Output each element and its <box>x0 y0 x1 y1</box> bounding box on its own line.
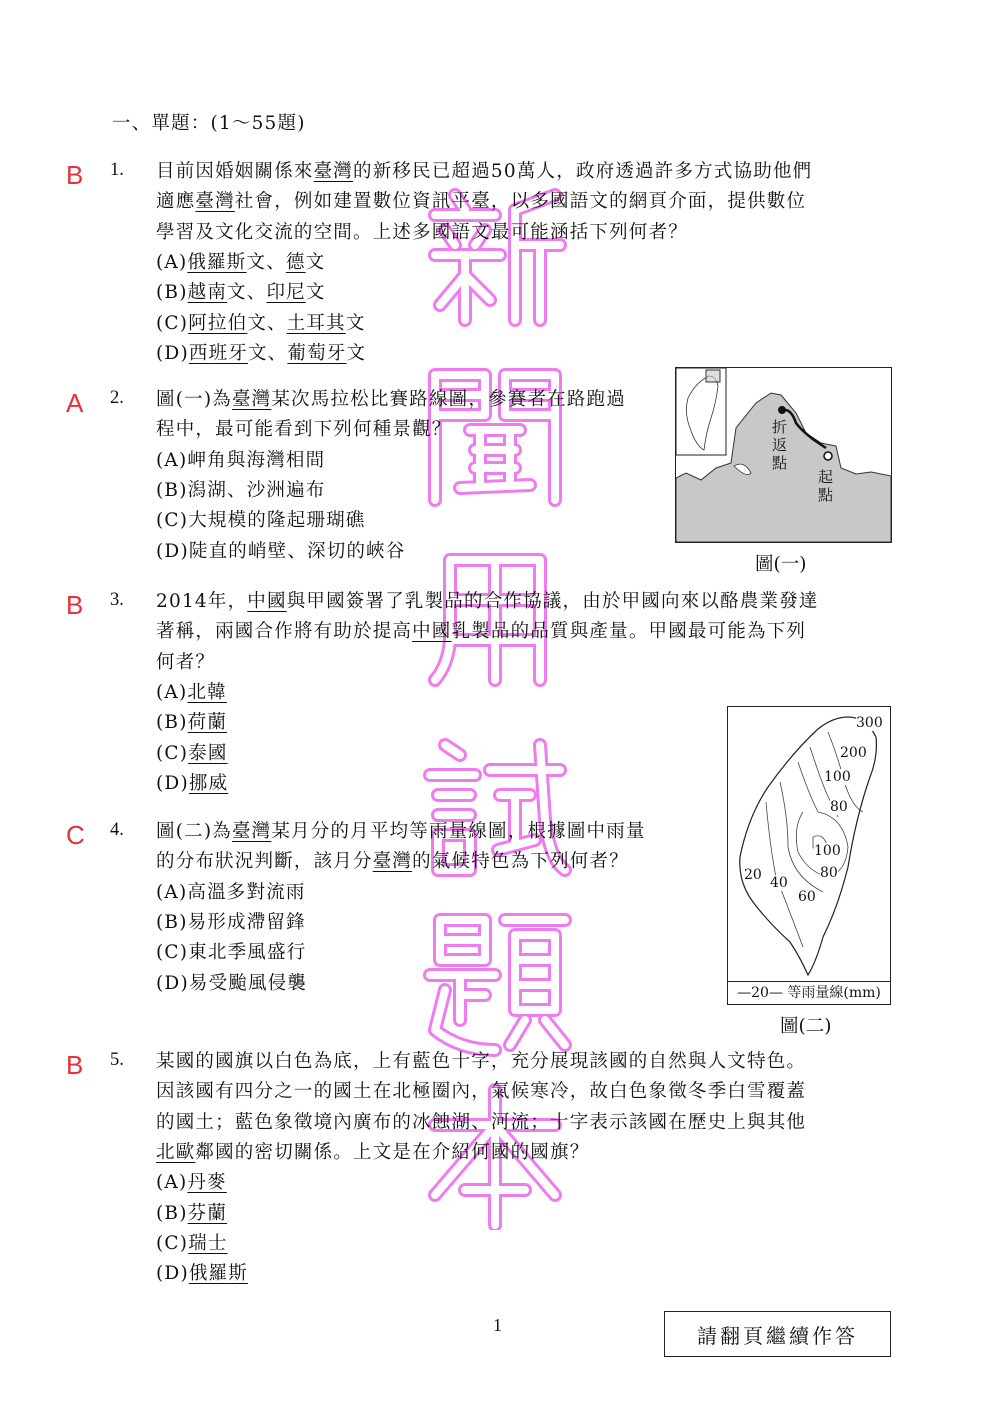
answer-option <box>156 772 228 796</box>
answer-option <box>156 1262 248 1286</box>
answer-option <box>156 251 325 275</box>
answer-mark: C <box>66 820 85 850</box>
text-segment: (A)高溫多對流雨 <box>156 881 306 903</box>
text-segment: 何者？ <box>156 651 216 673</box>
underlined-proper-noun: 臺灣 <box>372 851 413 873</box>
text-segment: (B)易形成滯留鋒 <box>156 911 306 933</box>
turn-point-label: 折返點 <box>772 418 788 472</box>
answer-option <box>156 1202 227 1226</box>
contour-label: 200 <box>840 745 867 761</box>
text-segment: (C)大規模的隆起珊瑚礁 <box>156 510 366 532</box>
text-segment: (B)潟湖、沙洲遍布 <box>156 479 326 501</box>
text-segment: (D)易受颱風侵襲 <box>156 972 308 994</box>
contour-label: 60 <box>798 889 816 905</box>
underlined-proper-noun: 土耳其 <box>286 312 346 334</box>
underlined-proper-noun: 北歐 <box>156 1141 196 1163</box>
question-text-line <box>156 1111 806 1135</box>
text-segment: (D) <box>156 1263 189 1285</box>
underlined-proper-noun: 泰國 <box>188 742 228 764</box>
underlined-proper-noun: 丹麥 <box>187 1172 227 1194</box>
answer-option <box>156 1232 228 1256</box>
text-segment: 的國土；藍色象徵境內廣布的冰蝕湖、河流；十字表示該國在歷史上與其他 <box>156 1111 807 1133</box>
question-text-line <box>156 620 806 644</box>
text-segment: (D) <box>156 342 189 364</box>
text-segment: 乳製品的品質與產量。甲國最可能為下列 <box>451 621 807 643</box>
text-segment: 文、 <box>247 312 287 334</box>
question-number: 3. <box>110 590 124 610</box>
underlined-proper-noun: 西班牙 <box>188 342 248 364</box>
text-segment: 某月分的月平均等雨量線圖，根據圖中雨量 <box>271 821 646 842</box>
question-number: 2. <box>110 388 124 408</box>
figure-2-map <box>727 706 891 1005</box>
text-segment: (C)東北季風盛行 <box>156 942 307 964</box>
underlined-proper-noun: 俄羅斯 <box>187 251 247 273</box>
text-segment: 鄰國的密切關係。上文是在介紹何國的國旗？ <box>195 1141 590 1163</box>
figure-1-map <box>675 367 892 543</box>
answer-mark: B <box>66 1050 84 1080</box>
question-text-line <box>156 1050 806 1074</box>
contour-label: 100 <box>824 769 851 785</box>
underlined-proper-noun: 挪威 <box>188 772 229 794</box>
answer-option <box>156 1171 227 1195</box>
question-text-line <box>156 1080 806 1104</box>
text-segment: 學習及文化交流的空間。上述多國語文最可能涵括下列何者？ <box>156 221 688 243</box>
answer-option <box>156 972 307 996</box>
start-point-label: 起點 <box>818 468 834 504</box>
underlined-proper-noun: 荷蘭 <box>187 712 228 734</box>
text-segment: 文、 <box>227 282 267 304</box>
answer-option <box>156 742 228 766</box>
question-text-line <box>156 160 812 184</box>
contour-label: 40 <box>770 875 788 891</box>
section-title: 一、單題：(1～55題) <box>112 113 306 134</box>
figure-2-caption: 圖(二) <box>780 1016 832 1037</box>
contour-label: 100 <box>814 843 841 859</box>
text-segment: 因該國有四分之一的國土在北極圈內，氣候寒冷，故白色象徵冬季白雪覆蓋 <box>156 1081 807 1103</box>
turn-page-note: 請翻頁繼續作答 <box>664 1311 891 1357</box>
text-segment: 文、 <box>247 342 288 364</box>
text-segment: (D) <box>156 772 189 794</box>
question-text-line <box>156 221 688 245</box>
question-text-line <box>156 590 819 614</box>
page-number: 1 <box>493 1315 502 1335</box>
question-text-line <box>156 388 626 412</box>
question-text-line <box>156 418 452 442</box>
question-text-line <box>156 1141 589 1165</box>
text-segment: (A) <box>156 1172 188 1194</box>
underlined-proper-noun: 俄羅斯 <box>188 1263 248 1285</box>
answer-option <box>156 540 406 564</box>
text-segment: 社會，例如建置數位資訊平臺，以多國語文的網頁介面，提供數位 <box>234 191 807 213</box>
text-segment: 的分布狀況判斷，該月分 <box>156 851 373 873</box>
text-segment: 圖(二)為 <box>156 821 232 842</box>
start-point-marker <box>824 452 832 460</box>
question-text-line <box>156 190 806 214</box>
answer-option <box>156 681 227 705</box>
question-text-line <box>156 651 215 675</box>
text-segment: 文 <box>305 251 326 273</box>
answer-option <box>156 281 326 305</box>
underlined-proper-noun: 北韓 <box>187 681 227 703</box>
figure-1-caption: 圖(一) <box>755 554 807 575</box>
underlined-proper-noun: 臺灣 <box>313 161 354 182</box>
text-segment: 2014年， <box>156 591 248 612</box>
text-segment: 文 <box>346 342 367 364</box>
text-segment: (D)陡直的峭壁、深切的峽谷 <box>156 540 406 562</box>
underlined-proper-noun: 臺灣 <box>231 821 272 842</box>
contour-label: 80 <box>820 865 838 881</box>
text-segment: (C) <box>156 1232 189 1254</box>
answer-option <box>156 312 366 336</box>
answer-mark: A <box>66 388 84 418</box>
underlined-proper-noun: 臺灣 <box>231 389 272 410</box>
answer-option <box>156 711 227 735</box>
answer-option <box>156 881 306 905</box>
text-segment: 圖(一)為 <box>156 389 232 410</box>
answer-mark: B <box>66 160 84 190</box>
watermark-character-icon <box>430 920 565 1050</box>
underlined-proper-noun: 中國 <box>412 621 452 643</box>
question-text-line <box>156 850 629 874</box>
question-number: 5. <box>110 1050 124 1070</box>
text-segment: 某次馬拉松比賽路線圖，參賽者在路跑過 <box>271 389 626 410</box>
question-number: 1. <box>110 160 124 180</box>
answer-option <box>156 479 326 503</box>
underlined-proper-noun: 阿拉伯 <box>188 312 248 334</box>
question-number: 4. <box>110 820 124 840</box>
underlined-proper-noun: 德 <box>285 251 306 273</box>
text-segment: (A)岬角與海灣相間 <box>156 449 326 471</box>
text-segment: (B) <box>156 282 188 304</box>
question-text-line <box>156 820 646 844</box>
figure-2-legend: —20— 等雨量線(mm) <box>728 981 890 1004</box>
answer-option <box>156 449 325 473</box>
text-segment: 的氣候特色為下列何者？ <box>412 851 629 873</box>
text-segment: 著稱，兩國合作將有助於提高 <box>156 621 413 643</box>
text-segment: (C) <box>156 742 189 764</box>
text-segment: 的新移民已超過50萬人，政府透過許多方式協助他們 <box>353 161 813 182</box>
underlined-proper-noun: 臺灣 <box>195 191 235 213</box>
text-segment: 與甲國簽署了乳製品的合作協議，由於甲國向來以酪農業發達 <box>286 591 819 612</box>
text-segment: 目前因婚姻關係來 <box>156 161 314 182</box>
answer-option <box>156 342 366 366</box>
underlined-proper-noun: 芬蘭 <box>187 1202 228 1224</box>
answer-option <box>156 509 366 533</box>
text-segment: 文、 <box>246 251 286 273</box>
text-segment: 程中，最可能看到下列何種景觀？ <box>156 419 452 441</box>
answer-option <box>156 941 306 965</box>
text-segment: 文 <box>305 282 326 304</box>
contour-label: 80 <box>830 799 848 815</box>
text-segment: 某國的國旗以白色為底，上有藍色十字，充分展現該國的自然與人文特色。 <box>156 1051 807 1072</box>
underlined-proper-noun: 印尼 <box>266 282 306 304</box>
answer-option <box>156 911 306 935</box>
text-segment: (A) <box>156 681 188 703</box>
text-segment: (A) <box>156 251 188 273</box>
underlined-proper-noun: 瑞士 <box>188 1232 228 1254</box>
text-segment: 適應 <box>156 191 196 213</box>
text-segment: (C) <box>156 312 189 334</box>
contour-label: 20 <box>744 867 762 883</box>
underlined-proper-noun: 越南 <box>187 282 228 304</box>
underlined-proper-noun: 葡萄牙 <box>287 342 347 364</box>
text-segment: (B) <box>156 712 188 734</box>
text-segment: (B) <box>156 1202 188 1224</box>
text-segment: 文 <box>345 312 366 334</box>
turn-point-marker <box>778 406 786 414</box>
answer-mark: B <box>66 590 84 620</box>
contour-label: 300 <box>856 715 883 731</box>
underlined-proper-noun: 中國 <box>247 591 287 612</box>
